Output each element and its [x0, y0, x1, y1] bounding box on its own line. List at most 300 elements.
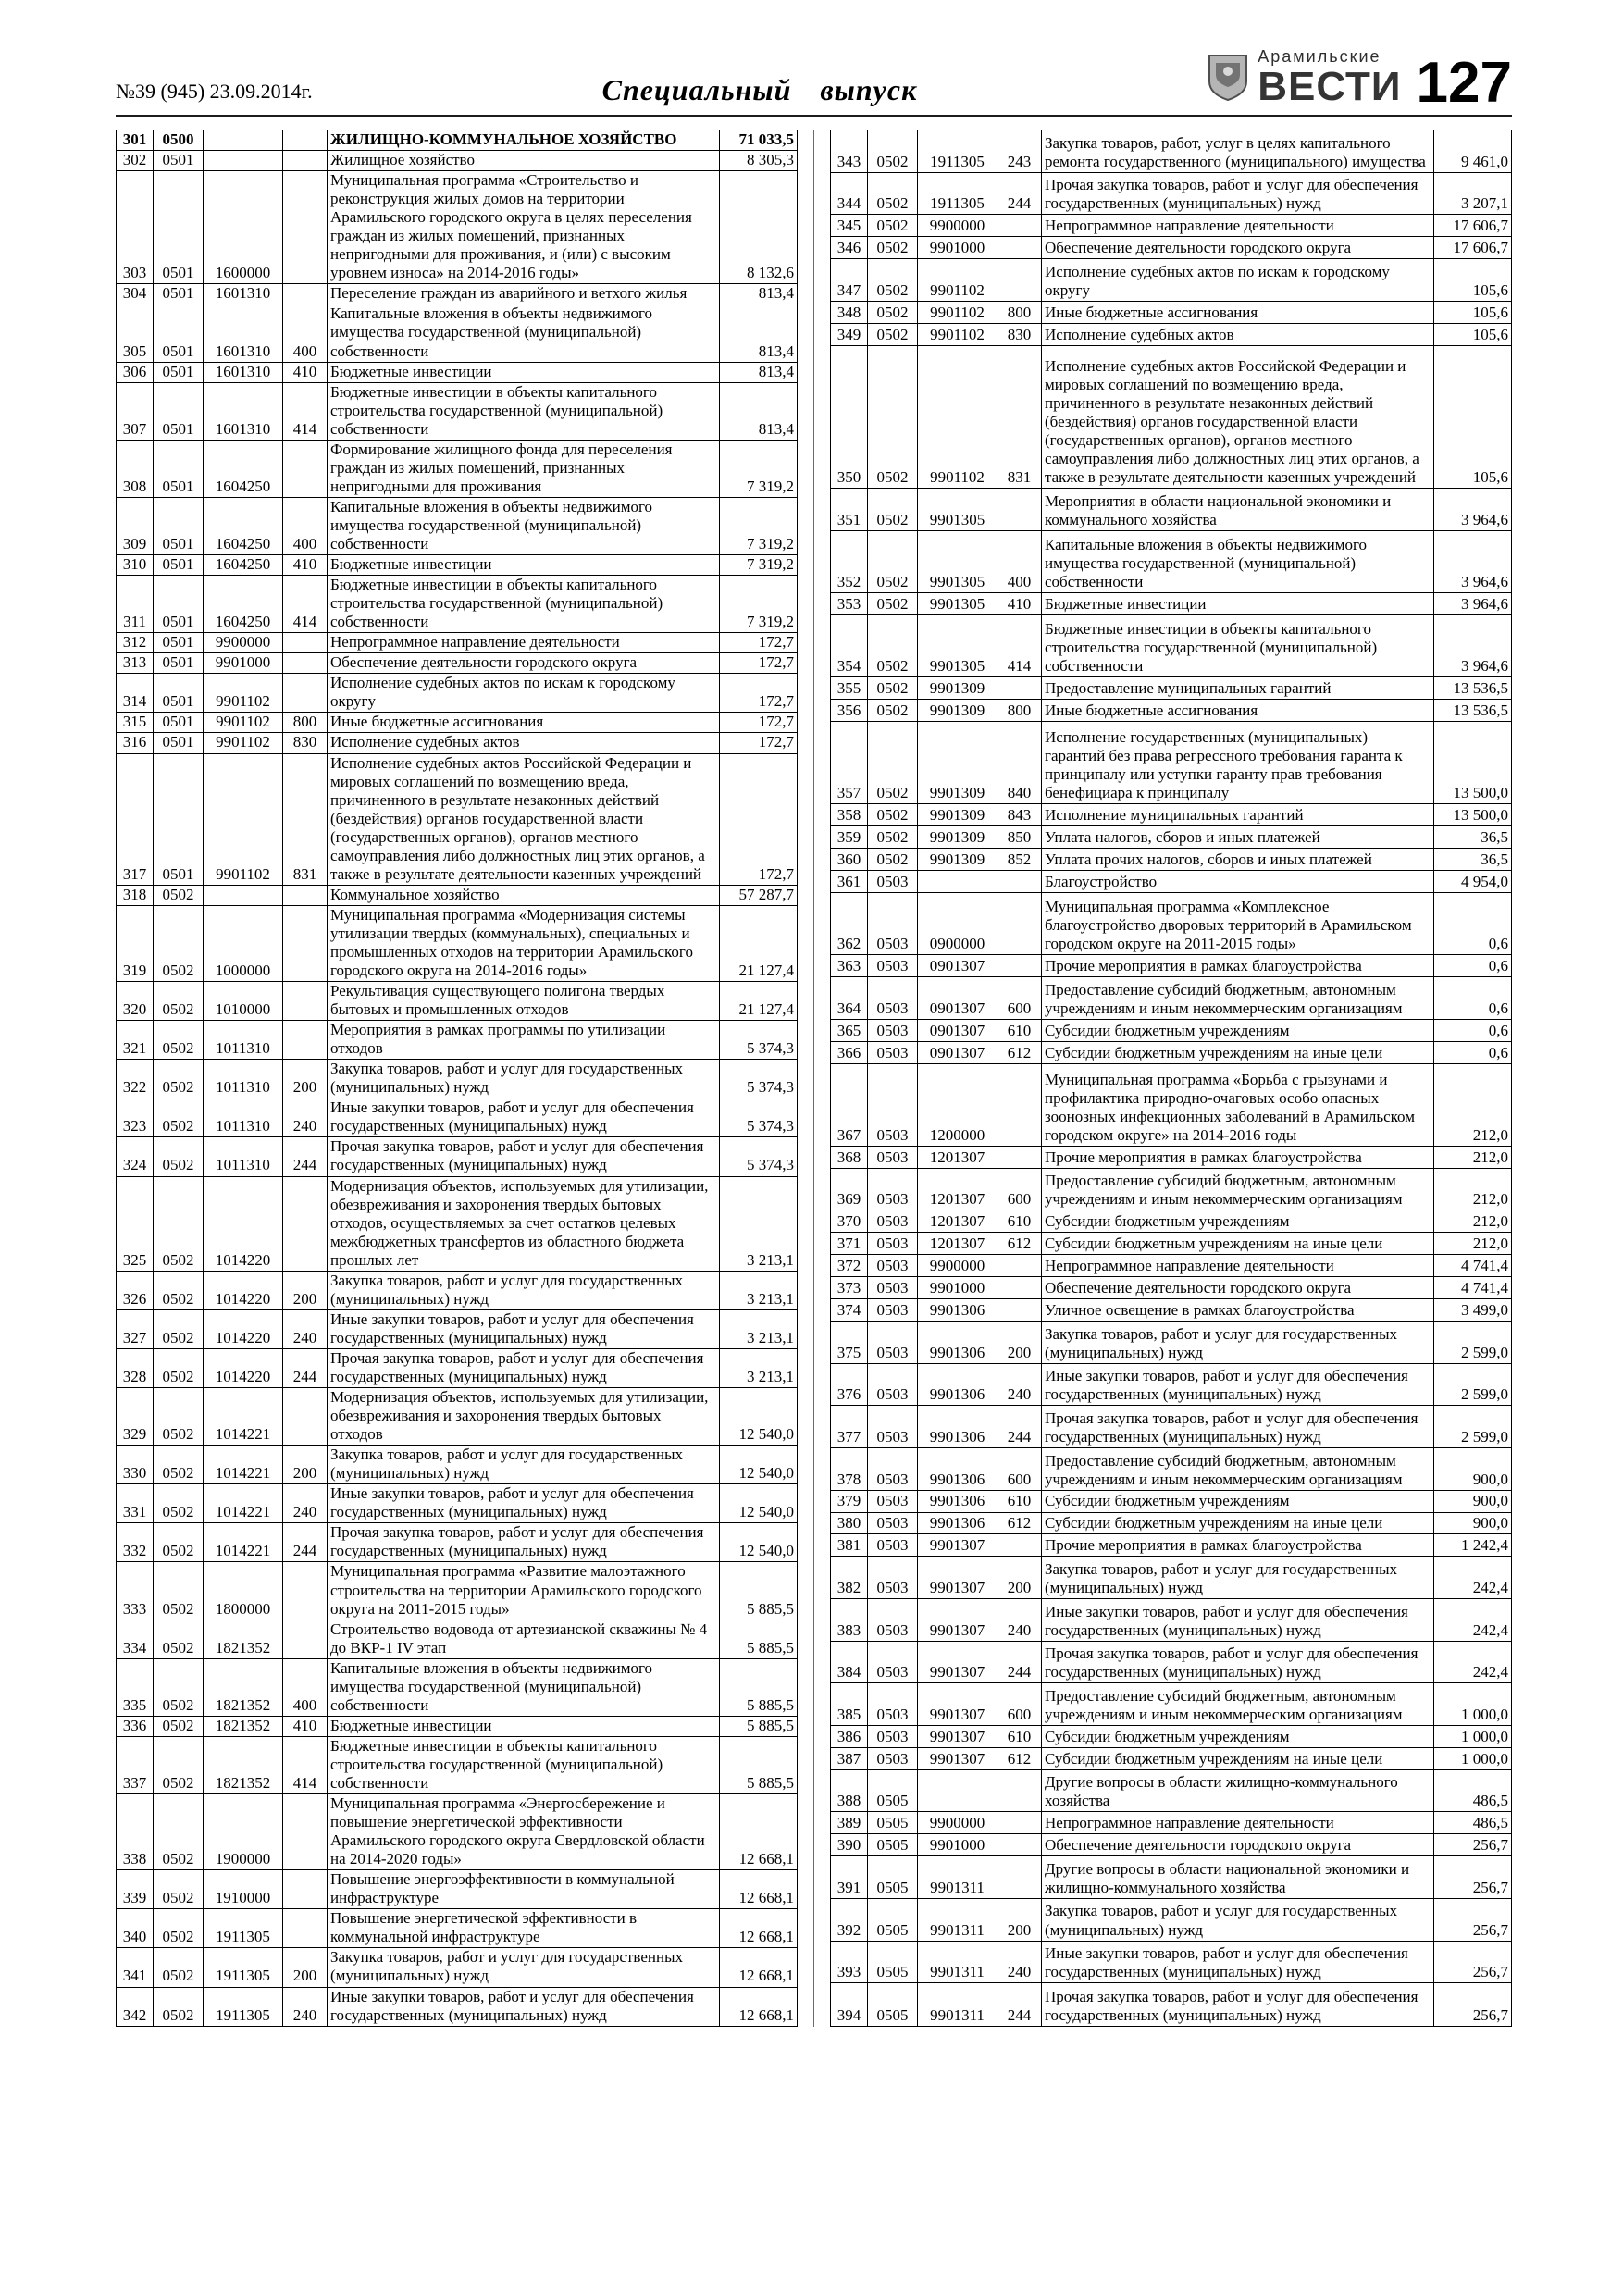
expense-type-code	[283, 151, 328, 171]
section-code: 0502	[154, 1446, 204, 1484]
expense-name: Муниципальная программа «Комплексное благоустройство дворовых территорий в Арамильском городском округе на 2011-2015 годы»	[1042, 892, 1434, 954]
section-code: 0502	[154, 1562, 204, 1620]
section-code: 0502	[154, 1271, 204, 1309]
expense-name: Прочая закупка товаров, работ и услуг для обеспечения государственных (муниципальных) нужд	[328, 1523, 720, 1562]
expense-type-code: 600	[997, 1168, 1042, 1210]
section-code: 0501	[154, 171, 204, 284]
amount-value: 486,5	[1434, 1812, 1512, 1834]
row-number: 382	[831, 1557, 868, 1599]
row-number: 342	[117, 1987, 154, 2026]
table-row	[831, 1941, 1512, 1983]
amount-value: 7 319,2	[720, 497, 798, 554]
row-number: 319	[117, 905, 154, 981]
expense-name: Мероприятия в области национальной экономики и коммунального хозяйства	[1042, 489, 1434, 531]
page-header	[116, 48, 1512, 117]
amount-value: 7 319,2	[720, 576, 798, 633]
row-number: 320	[117, 982, 154, 1021]
target-article-code: 1200000	[918, 1063, 997, 1146]
row-number: 346	[831, 237, 868, 259]
section-code: 0502	[154, 1909, 204, 1948]
expense-name: Другие вопросы в области жилищно-коммунального хозяйства	[1042, 1769, 1434, 1812]
target-article-code: 9901309	[918, 677, 997, 700]
expense-name: ЖИЛИЩНО-КОММУНАЛЬНОЕ ХОЗЯЙСТВО	[328, 130, 720, 151]
newspaper-brand	[1207, 48, 1401, 109]
expense-type-code: 200	[283, 1948, 328, 1987]
row-number: 307	[117, 382, 154, 440]
row-number: 306	[117, 362, 154, 382]
expense-type-code	[283, 653, 328, 674]
section-code: 0502	[868, 593, 918, 615]
table-row	[831, 1725, 1512, 1747]
table-row	[117, 1620, 798, 1658]
target-article-code: 9901311	[918, 1941, 997, 1983]
expense-type-code	[997, 237, 1042, 259]
section-code: 0502	[154, 1736, 204, 1793]
table-row	[831, 1856, 1512, 1899]
amount-value: 5 885,5	[720, 1716, 798, 1736]
amount-value: 212,0	[1434, 1063, 1512, 1146]
content-columns	[116, 130, 1512, 2027]
expense-name: Закупка товаров, работ, услуг в целях капитального ремонта государственного (муниципального) имущества	[1042, 130, 1434, 173]
brand-text	[1258, 48, 1401, 107]
table-row	[831, 1769, 1512, 1812]
brand-name-top: Арамильские	[1258, 47, 1381, 66]
section-code: 0503	[868, 955, 918, 977]
target-article-code: 9901305	[918, 593, 997, 615]
expense-name: Жилищное хозяйство	[328, 151, 720, 171]
target-article-code: 1601310	[204, 382, 283, 440]
row-number: 375	[831, 1322, 868, 1364]
expense-name: Обеспечение деятельности городского округа	[1042, 237, 1434, 259]
expense-type-code	[997, 1769, 1042, 1812]
expense-name: Прочие мероприятия в рамках благоустройства	[1042, 1534, 1434, 1557]
expense-type-code: 240	[283, 1484, 328, 1523]
row-number: 310	[117, 555, 154, 576]
target-article-code: 9901306	[918, 1406, 997, 1448]
table-row	[831, 1641, 1512, 1683]
section-code: 0502	[154, 1388, 204, 1446]
section-code: 0501	[154, 674, 204, 713]
amount-value: 172,7	[720, 633, 798, 653]
section-code: 0502	[154, 1620, 204, 1658]
table-row	[831, 677, 1512, 700]
target-article-code: 9900000	[204, 633, 283, 653]
expense-name: Закупка товаров, работ и услуг для государственных (муниципальных) нужд	[328, 1446, 720, 1484]
table-row	[831, 1063, 1512, 1146]
row-number: 357	[831, 722, 868, 804]
amount-value: 5 885,5	[720, 1658, 798, 1716]
table-row	[831, 614, 1512, 676]
section-code: 0503	[868, 1557, 918, 1599]
table-row	[117, 982, 798, 1021]
expense-type-code: 400	[997, 530, 1042, 592]
table-row	[831, 700, 1512, 722]
target-article-code: 1014221	[204, 1484, 283, 1523]
page-number: 127	[1416, 51, 1512, 116]
target-article-code: 9901311	[918, 1983, 997, 2026]
amount-value: 2 599,0	[1434, 1363, 1512, 1406]
expense-name: Обеспечение деятельности городского округа	[328, 653, 720, 674]
amount-value: 21 127,4	[720, 905, 798, 981]
expense-type-code	[283, 284, 328, 304]
target-article-code	[204, 885, 283, 905]
row-number: 337	[117, 1736, 154, 1793]
row-number: 371	[831, 1233, 868, 1255]
expense-name: Исполнение судебных актов по искам к городскому округу	[1042, 259, 1434, 302]
table-row	[117, 1716, 798, 1736]
expense-type-code	[283, 1176, 328, 1271]
row-number: 343	[831, 130, 868, 173]
expense-type-code: 400	[283, 1658, 328, 1716]
section-code: 0502	[868, 301, 918, 323]
row-number: 314	[117, 674, 154, 713]
amount-value: 13 500,0	[1434, 722, 1512, 804]
target-article-code: 9901102	[918, 301, 997, 323]
expense-type-code: 200	[997, 1557, 1042, 1599]
section-code: 0502	[868, 172, 918, 215]
expense-name: Уличное освещение в рамках благоустройства	[1042, 1299, 1434, 1322]
amount-value: 3 213,1	[720, 1309, 798, 1348]
section-code: 0503	[868, 1322, 918, 1364]
amount-value: 36,5	[1434, 826, 1512, 849]
section-code: 0502	[868, 489, 918, 531]
expense-name: Муниципальная программа «Строительство и реконструкция жилых домов на территории Арамильского городского округа в целях переселения граждан из жилых помещений, признанных непригодными для проживания, и (или) с высоким уровнем износа» на 2014-2016 годы»	[328, 171, 720, 284]
table-row	[117, 1348, 798, 1387]
expense-name: Обеспечение деятельности городского округа	[1042, 1277, 1434, 1299]
expense-type-code: 830	[997, 323, 1042, 345]
table-row	[831, 871, 1512, 893]
table-row	[831, 955, 1512, 977]
amount-value: 9 461,0	[1434, 130, 1512, 173]
section-code: 0502	[154, 1987, 204, 2026]
expense-type-code: 414	[283, 382, 328, 440]
target-article-code: 1601310	[204, 362, 283, 382]
section-code: 0503	[868, 1406, 918, 1448]
target-article-code: 1011310	[204, 1021, 283, 1060]
amount-value: 813,4	[720, 362, 798, 382]
row-number: 352	[831, 530, 868, 592]
expense-name: Бюджетные инвестиции в объекты капитального строительства государственной (муниципальной) собственности	[1042, 614, 1434, 676]
section-code: 0503	[868, 1255, 918, 1277]
target-article-code: 9901305	[918, 614, 997, 676]
table-row	[831, 1322, 1512, 1364]
amount-value: 242,4	[1434, 1599, 1512, 1642]
table-row	[831, 237, 1512, 259]
row-number: 370	[831, 1210, 868, 1233]
amount-value: 4 741,4	[1434, 1277, 1512, 1299]
amount-value: 57 287,7	[720, 885, 798, 905]
amount-value: 12 668,1	[720, 1909, 798, 1948]
section-code: 0502	[868, 237, 918, 259]
row-number: 359	[831, 826, 868, 849]
table-row	[117, 1309, 798, 1348]
target-article-code: 1911305	[918, 172, 997, 215]
row-number: 329	[117, 1388, 154, 1446]
expense-type-code: 852	[997, 849, 1042, 871]
amount-value: 172,7	[720, 733, 798, 753]
amount-value: 256,7	[1434, 1856, 1512, 1899]
amount-value: 172,7	[720, 674, 798, 713]
expense-type-code: 244	[997, 1983, 1042, 2026]
table-row	[117, 1388, 798, 1446]
section-code: 0502	[868, 826, 918, 849]
expense-name: Иные закупки товаров, работ и услуг для обеспечения государственных (муниципальных) нужд	[1042, 1941, 1434, 1983]
expense-name: Непрограммное направление деятельности	[1042, 1255, 1434, 1277]
target-article-code	[918, 871, 997, 893]
expense-name: Субсидии бюджетным учреждениям	[1042, 1019, 1434, 1041]
target-article-code: 9901307	[918, 1641, 997, 1683]
row-number: 313	[117, 653, 154, 674]
table-row	[831, 722, 1512, 804]
expense-name: Непрограммное направление деятельности	[1042, 1812, 1434, 1834]
expense-name: Бюджетные инвестиции	[1042, 593, 1434, 615]
amount-value: 105,6	[1434, 301, 1512, 323]
section-code: 0501	[154, 382, 204, 440]
expense-type-code	[997, 259, 1042, 302]
section-code: 0505	[868, 1812, 918, 1834]
row-number: 366	[831, 1041, 868, 1063]
expense-type-code: 200	[283, 1271, 328, 1309]
row-number: 388	[831, 1769, 868, 1812]
target-article-code: 9901306	[918, 1447, 997, 1490]
target-article-code: 0901307	[918, 1041, 997, 1063]
expense-type-code: 200	[283, 1446, 328, 1484]
expense-name: Иные закупки товаров, работ и услуг для обеспечения государственных (муниципальных) нужд	[328, 1484, 720, 1523]
amount-value: 242,4	[1434, 1641, 1512, 1683]
expense-type-code: 600	[997, 1447, 1042, 1490]
expense-type-code: 840	[997, 722, 1042, 804]
section-code: 0505	[868, 1941, 918, 1983]
target-article-code: 1010000	[204, 982, 283, 1021]
target-article-code: 9901307	[918, 1683, 997, 1726]
target-article-code	[204, 130, 283, 151]
newspaper-emblem-icon	[1207, 54, 1249, 102]
amount-value: 3 964,6	[1434, 489, 1512, 531]
amount-value: 256,7	[1434, 1834, 1512, 1856]
section-code: 0502	[154, 1176, 204, 1271]
expense-type-code	[997, 1146, 1042, 1168]
row-number: 326	[117, 1271, 154, 1309]
target-article-code: 1014220	[204, 1271, 283, 1309]
expense-name: Прочие мероприятия в рамках благоустройства	[1042, 1146, 1434, 1168]
expense-name: Исполнение муниципальных гарантий	[1042, 804, 1434, 826]
section-code: 0503	[868, 977, 918, 1020]
expense-type-code: 610	[997, 1019, 1042, 1041]
expense-type-code: 843	[997, 804, 1042, 826]
section-code: 0503	[868, 1277, 918, 1299]
expense-name: Формирование жилищного фонда для переселения граждан из жилых помещений, признанных непригодными для проживания	[328, 440, 720, 497]
target-article-code: 1011310	[204, 1098, 283, 1137]
expense-type-code	[283, 1620, 328, 1658]
expense-type-code	[997, 677, 1042, 700]
expense-name: Субсидии бюджетным учреждениям	[1042, 1210, 1434, 1233]
row-number: 325	[117, 1176, 154, 1271]
amount-value: 3 964,6	[1434, 593, 1512, 615]
target-article-code: 9901102	[204, 674, 283, 713]
expense-name: Уплата налогов, сборов и иных платежей	[1042, 826, 1434, 849]
table-row	[117, 1948, 798, 1987]
amount-value: 17 606,7	[1434, 237, 1512, 259]
target-article-code: 1821352	[204, 1716, 283, 1736]
target-article-code: 9900000	[918, 215, 997, 237]
target-article-code: 1604250	[204, 440, 283, 497]
row-number: 341	[117, 1948, 154, 1987]
table-row	[831, 1557, 1512, 1599]
row-number: 376	[831, 1363, 868, 1406]
expense-type-code: 610	[997, 1210, 1042, 1233]
table-row	[831, 1406, 1512, 1448]
expense-type-code	[997, 489, 1042, 531]
amount-value: 0,6	[1434, 955, 1512, 977]
expense-type-code: 830	[283, 733, 328, 753]
amount-value: 5 374,3	[720, 1060, 798, 1098]
row-number: 379	[831, 1490, 868, 1512]
target-article-code: 9901307	[918, 1534, 997, 1557]
target-article-code: 1910000	[204, 1870, 283, 1909]
table-row	[117, 171, 798, 284]
table-row	[831, 1983, 1512, 2026]
expense-name: Капитальные вложения в объекты недвижимого имущества государственной (муниципальной) собственности	[328, 1658, 720, 1716]
target-article-code: 1604250	[204, 555, 283, 576]
row-number: 309	[117, 497, 154, 554]
expense-name: Повышение энергетической эффективности в коммунальной инфраструктуре	[328, 1909, 720, 1948]
section-code: 0501	[154, 713, 204, 733]
amount-value: 105,6	[1434, 323, 1512, 345]
row-number: 348	[831, 301, 868, 323]
row-number: 305	[117, 304, 154, 362]
table-row	[117, 674, 798, 713]
target-article-code: 9901305	[918, 530, 997, 592]
row-number: 353	[831, 593, 868, 615]
expense-type-code: 244	[283, 1523, 328, 1562]
target-article-code: 9901309	[918, 722, 997, 804]
expense-type-code: 831	[283, 753, 328, 885]
section-code: 0503	[868, 1041, 918, 1063]
target-article-code: 1911305	[204, 1948, 283, 1987]
expense-type-code: 610	[997, 1490, 1042, 1512]
amount-value: 12 668,1	[720, 1948, 798, 1987]
expense-name: Благоустройство	[1042, 871, 1434, 893]
expense-type-code: 410	[283, 555, 328, 576]
section-code: 0503	[868, 1146, 918, 1168]
row-number: 374	[831, 1299, 868, 1322]
table-row	[831, 1255, 1512, 1277]
target-article-code: 9901102	[918, 323, 997, 345]
expense-name: Иные закупки товаров, работ и услуг для обеспечения государственных (муниципальных) нужд	[328, 1098, 720, 1137]
row-number: 318	[117, 885, 154, 905]
table-row	[831, 1363, 1512, 1406]
table-row	[831, 1299, 1512, 1322]
expense-type-code: 244	[997, 1641, 1042, 1683]
row-number: 323	[117, 1098, 154, 1137]
expense-type-code: 244	[283, 1348, 328, 1387]
section-code: 0503	[868, 1233, 918, 1255]
expense-name: Бюджетные инвестиции	[328, 362, 720, 382]
table-row	[831, 1490, 1512, 1512]
expense-type-code: 244	[997, 172, 1042, 215]
expense-name: Модернизация объектов, используемых для утилизации, обезвреживания и захоронения твердых бытовых отходов	[328, 1388, 720, 1446]
row-number: 340	[117, 1909, 154, 1948]
section-code: 0502	[868, 677, 918, 700]
expense-type-code: 240	[997, 1599, 1042, 1642]
table-row	[117, 733, 798, 753]
table-row	[117, 1870, 798, 1909]
target-article-code: 9901102	[204, 713, 283, 733]
expense-name: Исполнение судебных актов по искам к городскому округу	[328, 674, 720, 713]
expense-type-code: 414	[283, 1736, 328, 1793]
amount-value: 8 305,3	[720, 151, 798, 171]
amount-value: 105,6	[1434, 259, 1512, 302]
table-row	[117, 1658, 798, 1716]
section-code: 0501	[154, 440, 204, 497]
target-article-code: 9901102	[204, 753, 283, 885]
target-article-code: 9901306	[918, 1512, 997, 1534]
section-code: 0505	[868, 1983, 918, 2026]
target-article-code: 9901305	[918, 489, 997, 531]
table-row	[831, 1210, 1512, 1233]
section-code: 0502	[154, 1137, 204, 1176]
expense-name: Субсидии бюджетным учреждениям на иные цели	[1042, 1512, 1434, 1534]
expense-name: Бюджетные инвестиции	[328, 555, 720, 576]
expense-type-code	[283, 1794, 328, 1870]
amount-value: 5 885,5	[720, 1736, 798, 1793]
table-row	[831, 1534, 1512, 1557]
expense-name: Мероприятия в рамках программы по утилизации отходов	[328, 1021, 720, 1060]
table-row	[831, 130, 1512, 173]
target-article-code: 9901306	[918, 1322, 997, 1364]
row-number: 369	[831, 1168, 868, 1210]
table-row	[117, 905, 798, 981]
amount-value: 3 207,1	[1434, 172, 1512, 215]
row-number: 383	[831, 1599, 868, 1642]
section-code: 0502	[868, 722, 918, 804]
expense-type-code	[283, 130, 328, 151]
section-code: 0503	[868, 1363, 918, 1406]
section-code: 0502	[154, 1021, 204, 1060]
expense-type-code: 200	[997, 1322, 1042, 1364]
row-number: 386	[831, 1725, 868, 1747]
expense-name: Субсидии бюджетным учреждениям	[1042, 1490, 1434, 1512]
amount-value: 3 213,1	[720, 1271, 798, 1309]
target-article-code: 9901311	[918, 1898, 997, 1941]
section-code: 0502	[154, 1794, 204, 1870]
section-code: 0502	[154, 1658, 204, 1716]
amount-value: 13 500,0	[1434, 804, 1512, 826]
expense-name: Закупка товаров, работ и услуг для государственных (муниципальных) нужд	[1042, 1557, 1434, 1599]
target-article-code: 1201307	[918, 1210, 997, 1233]
expense-type-code: 800	[997, 700, 1042, 722]
section-code: 0503	[868, 1063, 918, 1146]
target-article-code: 0901307	[918, 977, 997, 1020]
section-code: 0503	[868, 1747, 918, 1769]
amount-value: 256,7	[1434, 1898, 1512, 1941]
target-article-code: 1600000	[204, 171, 283, 284]
expense-type-code: 414	[997, 614, 1042, 676]
amount-value: 12 668,1	[720, 1794, 798, 1870]
expense-type-code	[283, 885, 328, 905]
row-number: 327	[117, 1309, 154, 1348]
row-number: 301	[117, 130, 154, 151]
row-number: 330	[117, 1446, 154, 1484]
section-code: 0502	[154, 1348, 204, 1387]
amount-value: 12 540,0	[720, 1388, 798, 1446]
row-number: 302	[117, 151, 154, 171]
row-number: 339	[117, 1870, 154, 1909]
amount-value: 12 540,0	[720, 1446, 798, 1484]
section-code: 0501	[154, 576, 204, 633]
amount-value: 242,4	[1434, 1557, 1512, 1599]
section-code: 0502	[154, 1309, 204, 1348]
